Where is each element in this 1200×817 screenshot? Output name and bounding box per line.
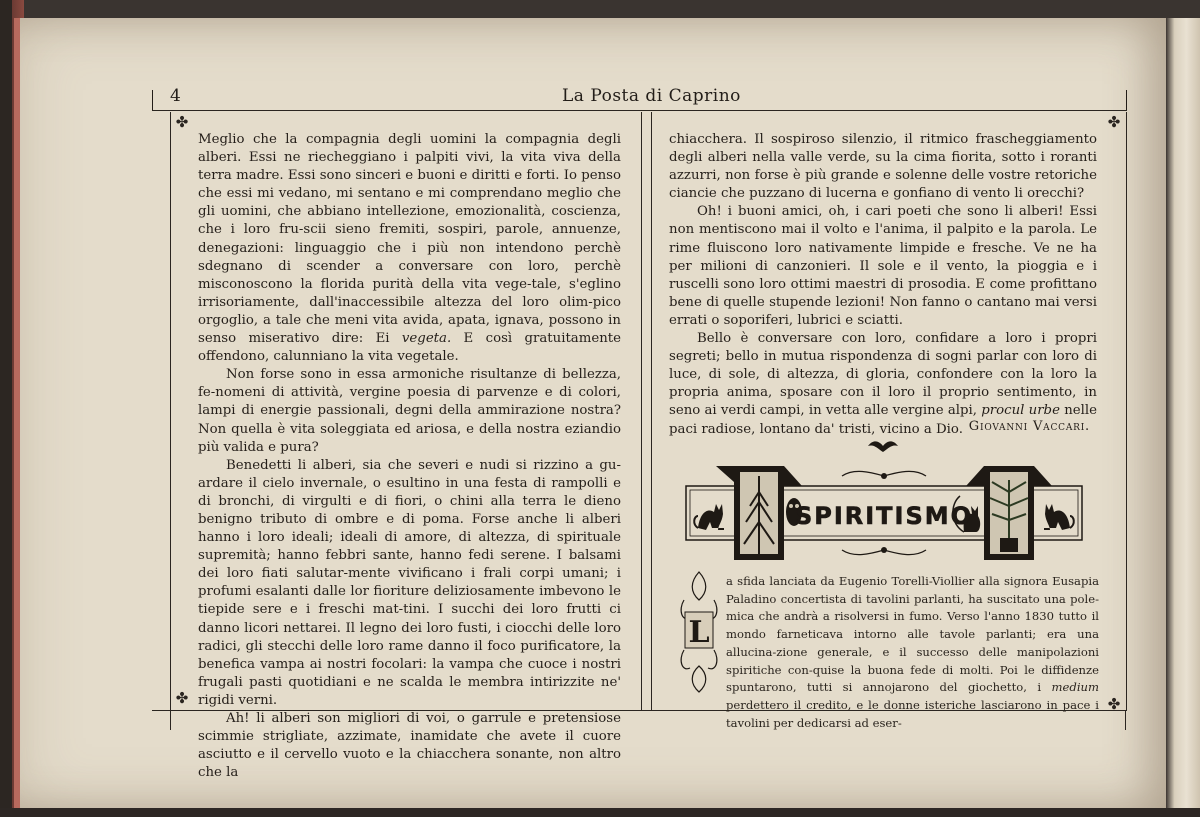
text-run: Bello è conversare con loro, confidare a loro i propri segreti; bello in mutua rispondenza di sogni parlar con loro di luce, di sole, di altezza, di gloria, confondere con la loro la propria anima, sposare con il loro il proprio sentimento, in seno ai verdi campi, in vetta alle vergine alpi, [669,331,1097,419]
bottom-tick-right [1125,710,1126,730]
italic-run: medium [1051,680,1099,695]
running-header [152,84,1127,111]
banner-title: SPIRITISMO [794,502,974,530]
drop-cap-frame [676,570,722,694]
italic-run: procul urbe [981,403,1060,419]
text-run: Meglio che la compagnia degli uomini la compagnia degli alberi. Essi ne riecheggiano i palpiti vivi, la vita viva della terra madre. Essi sono sinceri e buoni e diritti e forti. Io penso che essi mi vedano, mi sentano e mi comprendano meglio che gli uomini, che abbiano intellezione, emozionalità, coscienza, che i loro fru-scii sieno fremiti, sospiri, parole, annuenze, denegazioni: linguaggio che i più non intendono perchè sdegnano di scender a conversare con loro, perchè misconoscono la florida purità della vita vege-tale, s'eglino irrisoriamente, dall'inaccessibile altezza del loro olim-pico orgoglio, a tale che meni vita avida, apata, ignava, possono in senso miserativo dire: Ei [198,132,621,347]
corner-ornament-icon: ✤ [175,113,189,131]
text-run: E così gratuitamente offendono, calunniano la vita vegetale. [198,331,621,365]
corner-ornament-icon: ✤ [1107,113,1121,131]
banner-illustration [684,432,1084,562]
drop-cap-letter: L [688,615,710,650]
scan-bottom-edge [0,808,1200,817]
paragraph: chiacchera. Il sospiroso silenzio, il ritmico frascheggiamento degli alberi nella valle verde, su la cima fiorita, sotto i roranti azzurri, non forse è più grande e solenne delle vostre retoriche ciancie che puzzano di lucerna e gonfiano di vento li orecchi? [669,132,1097,202]
paragraph: Non forse sono in essa armoniche risultanze di bellezza, fe-nomeni di attività, vergine poesia di parvenze e di colori, lampi di energie passionali, degni della ammirazione nostra? Non quella è vita soleggiata ed ariosa, e della nostra eziandio più valida e pura? [198,367,621,455]
header-bracket-right [1126,90,1127,110]
bottom-tick-left [170,710,171,730]
text-run: perdettero il credito, e le donne isteriche lasciarono in pace i tavolini per dedicarsi ad eser- [726,697,1099,730]
left-column-text [198,131,621,782]
paragraph [198,131,621,366]
text-run: a sfida lanciata da Eugenio Torelli-Viollier alla signora Eusapia Paladino concertista di tavolini parlanti, ha suscitato una pole-mica che andrà a risolversi in fumo. Verso l'anno 1830 tutto il mondo farneticava intorno alle tavole parlanti; era una allucina-zione generale, e il successo delle manipolazioni spiritiche con-quise la buona fede di molti. Poi le diffidenze spuntarono, tutti si annojarono del giochetto, i [726,574,1099,695]
page-number: 4 [170,86,181,106]
drop-cap-ornament [676,570,722,694]
paragraph: Oh! i buoni amici, oh, i cari poeti che sono li alberi! Essi non mentiscono mai il volto e l'anima, il palpito e la parola. Le rime fluiscono loro nativamente limpide e fresche. Ve ne ha per milioni di canzonieri. Il sole e il vento, la pioggia e i ruscelli sono loro ottimi maestri di prosodia. E come profittano bene di quelle stupende lezioni! Non fanno o cantano mai versi errati o soporiferi, lubrici e sciatti. [669,204,1097,328]
facing-page-edge [1166,18,1200,817]
bat-icon [868,441,898,452]
spiritismo-article-text [726,573,1099,732]
black-cat-icon [1044,504,1074,530]
header-bracket-left [152,90,153,110]
text-run: nelle paci radiose, lontano da' tristi, vicino a Dio. [669,403,1097,437]
journal-title: La Posta di Caprino [562,86,741,106]
corner-ornament-icon: ✤ [175,689,189,707]
paragraph: Ah! li alberi son migliori di voi, o garrule e pretensiose scimmie strigliate, azzimate, inamidate che avete il cuore asciutto e il cervello vuoto e la chiacchera sonante, non altro che la [198,711,621,781]
paragraph: Benedetti li alberi, sia che severi e nudi si rizzino a gu-ardare il cielo invernale, o esultino in una festa di rampolli e di bronchi, di virgulti e di fiori, o chini alla terra le dieno benigno tributo di ombre e di poma. Forse anche li alberi hanno i loro ideali; ideali di amore, di altezza, di spirituale supremità; hanno febbri sante, hanno fedi serene. I balsami dei loro fiati salutar-mente vivificano i frali corpi umani; i profumi esalanti dalle lor fioriture deliziosamente imbevono le tiepide sere e i freschi mat-tini. I succhi dei loro frutti ci danno licori nettarei. Il legno dei loro fusti, i ciocchi delle loro radici, gli stecchi delle loro rame danno il foco purificatore, la benefica vampa ai nostri focolari: la vampa che cuoce i nostri frugali pasti quotidiani e ne scalda le membra intirizzite ne' rigidi verni. [198,457,621,708]
right-column-text [669,131,1097,439]
corner-ornament-icon: ✤ [1107,695,1121,713]
black-cat-icon [694,504,724,530]
spiritismo-banner [684,432,1084,562]
paragraph [726,573,1099,732]
italic-run: vegeta. [401,331,452,347]
author-signature: Giovanni Vaccari. [968,419,1090,434]
